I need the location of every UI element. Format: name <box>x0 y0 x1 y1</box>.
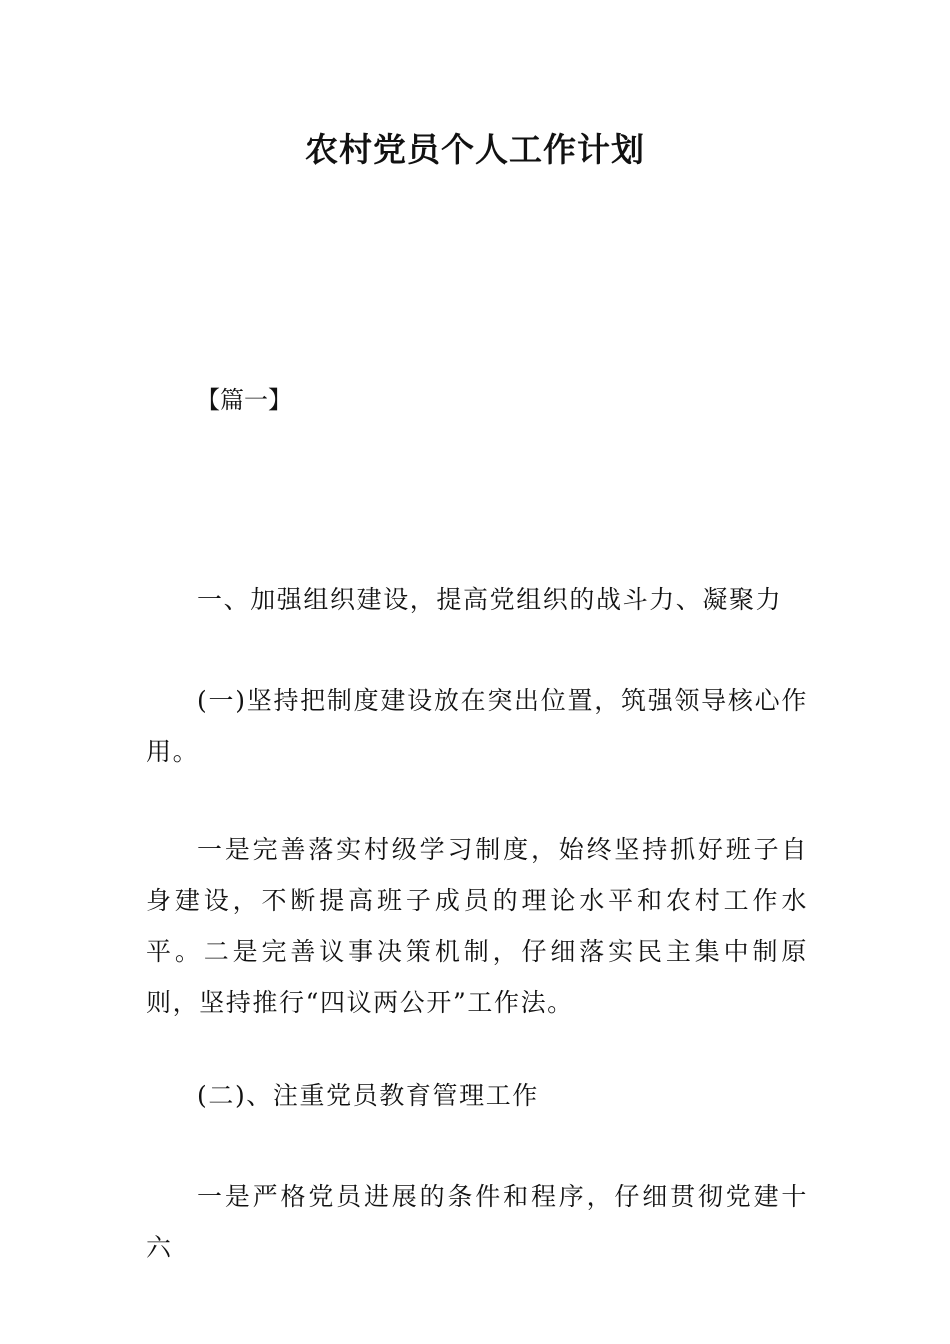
subheading-system-building: (一)坚持把制度建设放在突出位置，筑强领导核心作用。 <box>146 686 808 766</box>
paragraph-member-development: 一是严格党员进展的条件和程序，仔细贯彻党建十六 <box>146 1182 808 1262</box>
heading-organization-building: 一、加强组织建设，提高党组织的战斗力、凝聚力 <box>197 585 783 614</box>
paragraph-study-system: 一是完善落实村级学习制度，始终坚持抓好班子自身建设，不断提高班子成员的理论水平和农村工作水平。二是完善议事决策机制，仔细落实民主集中制原则，坚持推行“四议两公开”工作法。 <box>146 835 808 1017</box>
document-title: 农村党员个人工作计划 <box>305 130 645 169</box>
subheading-member-education: (二)、注重党员教育管理工作 <box>197 1081 539 1110</box>
section-label: 【篇一】 <box>196 386 292 414</box>
